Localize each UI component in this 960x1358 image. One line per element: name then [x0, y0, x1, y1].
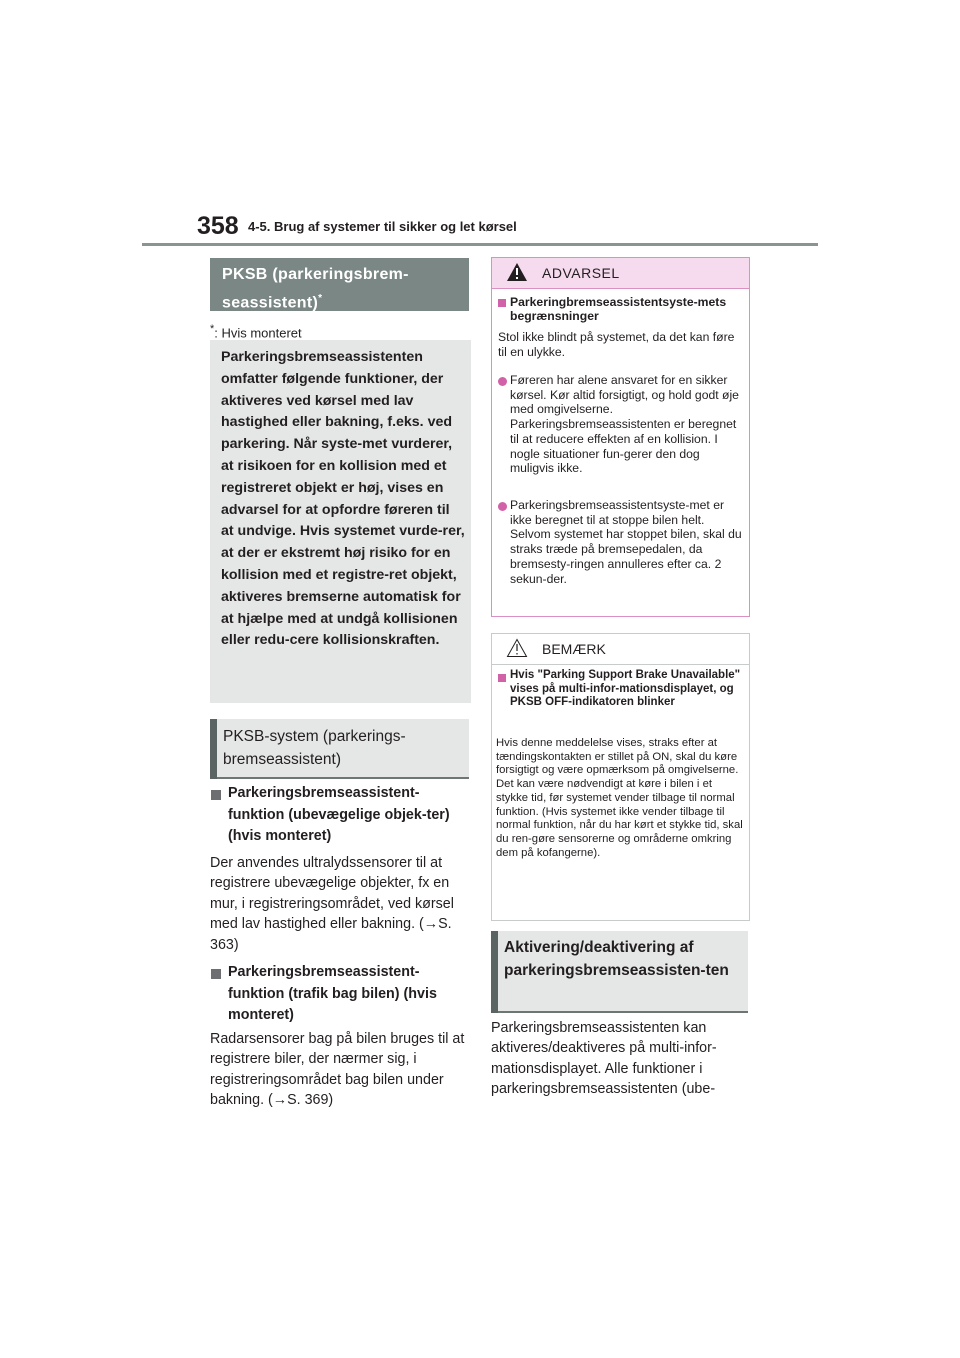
note-header: [492, 634, 749, 665]
pksb-title-box: [210, 258, 469, 311]
round-bullet-icon: [498, 502, 507, 511]
round-bullet-icon: [498, 377, 507, 386]
header-rule: [142, 243, 818, 246]
note-box: [491, 633, 750, 921]
note-label: BEMÆRK: [542, 641, 606, 657]
warning-triangle-icon: [506, 262, 528, 282]
warning-subtext: Stol ikke blindt på systemet, da det kan føre til en ulykke.: [498, 330, 735, 359]
warning-label: ADVARSEL: [542, 265, 620, 281]
warning-bullet-2: Parkeringsbremseassistentsyste-met er ikke beregnet til at stoppe bilen helt. Selvom systemet har stoppet bilen, skal du straks træde på bremsepedalen, da bremsesty-ringen annulleres efter ca. 2 sekun-der.: [510, 498, 742, 586]
square-bullet-icon: [498, 674, 506, 682]
system-title: [223, 725, 406, 771]
footnote-text: : Hvis monteret: [214, 325, 302, 341]
subsection-heading-1: Parkeringsbremseassistent-funktion (ubevægelige objek-ter) (hvis monteret): [228, 785, 450, 844]
system-title-line1: PKSB-system (parkerings-: [223, 728, 406, 745]
activation-title: Aktivering/deaktivering af parkeringsbremseassisten-ten: [504, 939, 729, 979]
warning-box: [491, 257, 750, 617]
warning-bullet-1: Føreren har alene ansvaret for en sikker kørsel. Kør altid forsigtigt, og hold godt øje med omgivelserne. Parkeringsbremseassistenten er beregnet til at reducere effekten af en kollision. I nogle situationer fun-gerer den dog muligvis ikke.: [510, 373, 739, 476]
page-number: 358: [197, 212, 239, 240]
pksb-title-line1: PKSB (parkeringsbrem-: [222, 266, 409, 283]
title-accent-bar: [210, 719, 217, 779]
footnote-mark: *: [210, 323, 215, 335]
intro-text: Parkeringsbremseassistenten omfatter følgende funktioner, der aktiveres ved kørsel med lav hastighed eller bakning, f.eks. ved parkering. Når syste-met vurderer, at risikoen for en kollision med et registreret objekt er høj, vises en advarsel for at opfordre føreren til at undvige. Hvis systemet vurde-rer, at der er ekstremt høj risiko for en kollision med et registre-ret objekt, aktiveres bremserne automatisk for at hjælpe med at undgå kollisionen eller redu-cere kollisionskraften.: [221, 349, 465, 649]
square-bullet-icon: [498, 299, 506, 307]
warning-subheading: Parkeringbremseassistentsyste-mets begrænsninger: [510, 295, 727, 324]
note-subheading: Hvis "Parking Support Brake Unavailable" vises på multi-infor-mationsdisplayet, og PKSB OFF-indikatoren blinker: [510, 669, 741, 708]
activation-paragraph: Parkeringsbremseassistenten kan aktiveres/deaktiveres på multi-infor-mationsdisplayet. Alle funktioner i parkeringsbremseassistenten (ube-: [491, 1020, 717, 1098]
note-text: Hvis denne meddelelse vises, straks efter at tændingskontakten er stillet på ON, skal du køre forsigtigt og være opmærksom på omgivelserne. Det kan være nødvendigt at køre i bilen i et stykke tid, før systemet vender tilbage til normal funktion. (Hvis systemet ikke vender tilbage til normal funktion, når du har kørt et stykke tid, skal du ren-gøre sensorerne og områderne omkring dem på kofangerne).: [496, 737, 743, 859]
intro-box: [210, 340, 471, 703]
footnote: [210, 323, 302, 340]
paragraph-2: Radarsensorer bag på bilen bruges til at registrere biler, der nærmer sig, i registreringsområdet bag bilen under bakning. (→S. 369): [210, 1031, 465, 1109]
caution-triangle-icon: [506, 638, 528, 658]
pksb-title-line2: seassistent): [222, 294, 319, 312]
paragraph-1: Der anvendes ultralydssensorer til at registrere ubevægelige objekter, fx en mur, i registreringsområdet, ved kørsel med lav hastighed eller bakning. (→S. 363): [210, 855, 454, 953]
pksb-title-sup: *: [318, 293, 323, 304]
pksb-title: [222, 263, 409, 315]
title-accent-bar: [491, 931, 498, 1013]
square-bullet-icon: [211, 969, 221, 979]
system-title-box: [210, 719, 469, 779]
subsection-heading-2: Parkeringsbremseassistent-funktion (trafik bag bilen) (hvis monteret): [228, 964, 437, 1023]
section-title: 4-5. Brug af systemer til sikker og let kørsel: [248, 219, 517, 234]
warning-header: [492, 258, 749, 289]
activation-title-box: [491, 931, 748, 1013]
square-bullet-icon: [211, 790, 221, 800]
system-title-line2: bremseassistent): [223, 751, 342, 768]
